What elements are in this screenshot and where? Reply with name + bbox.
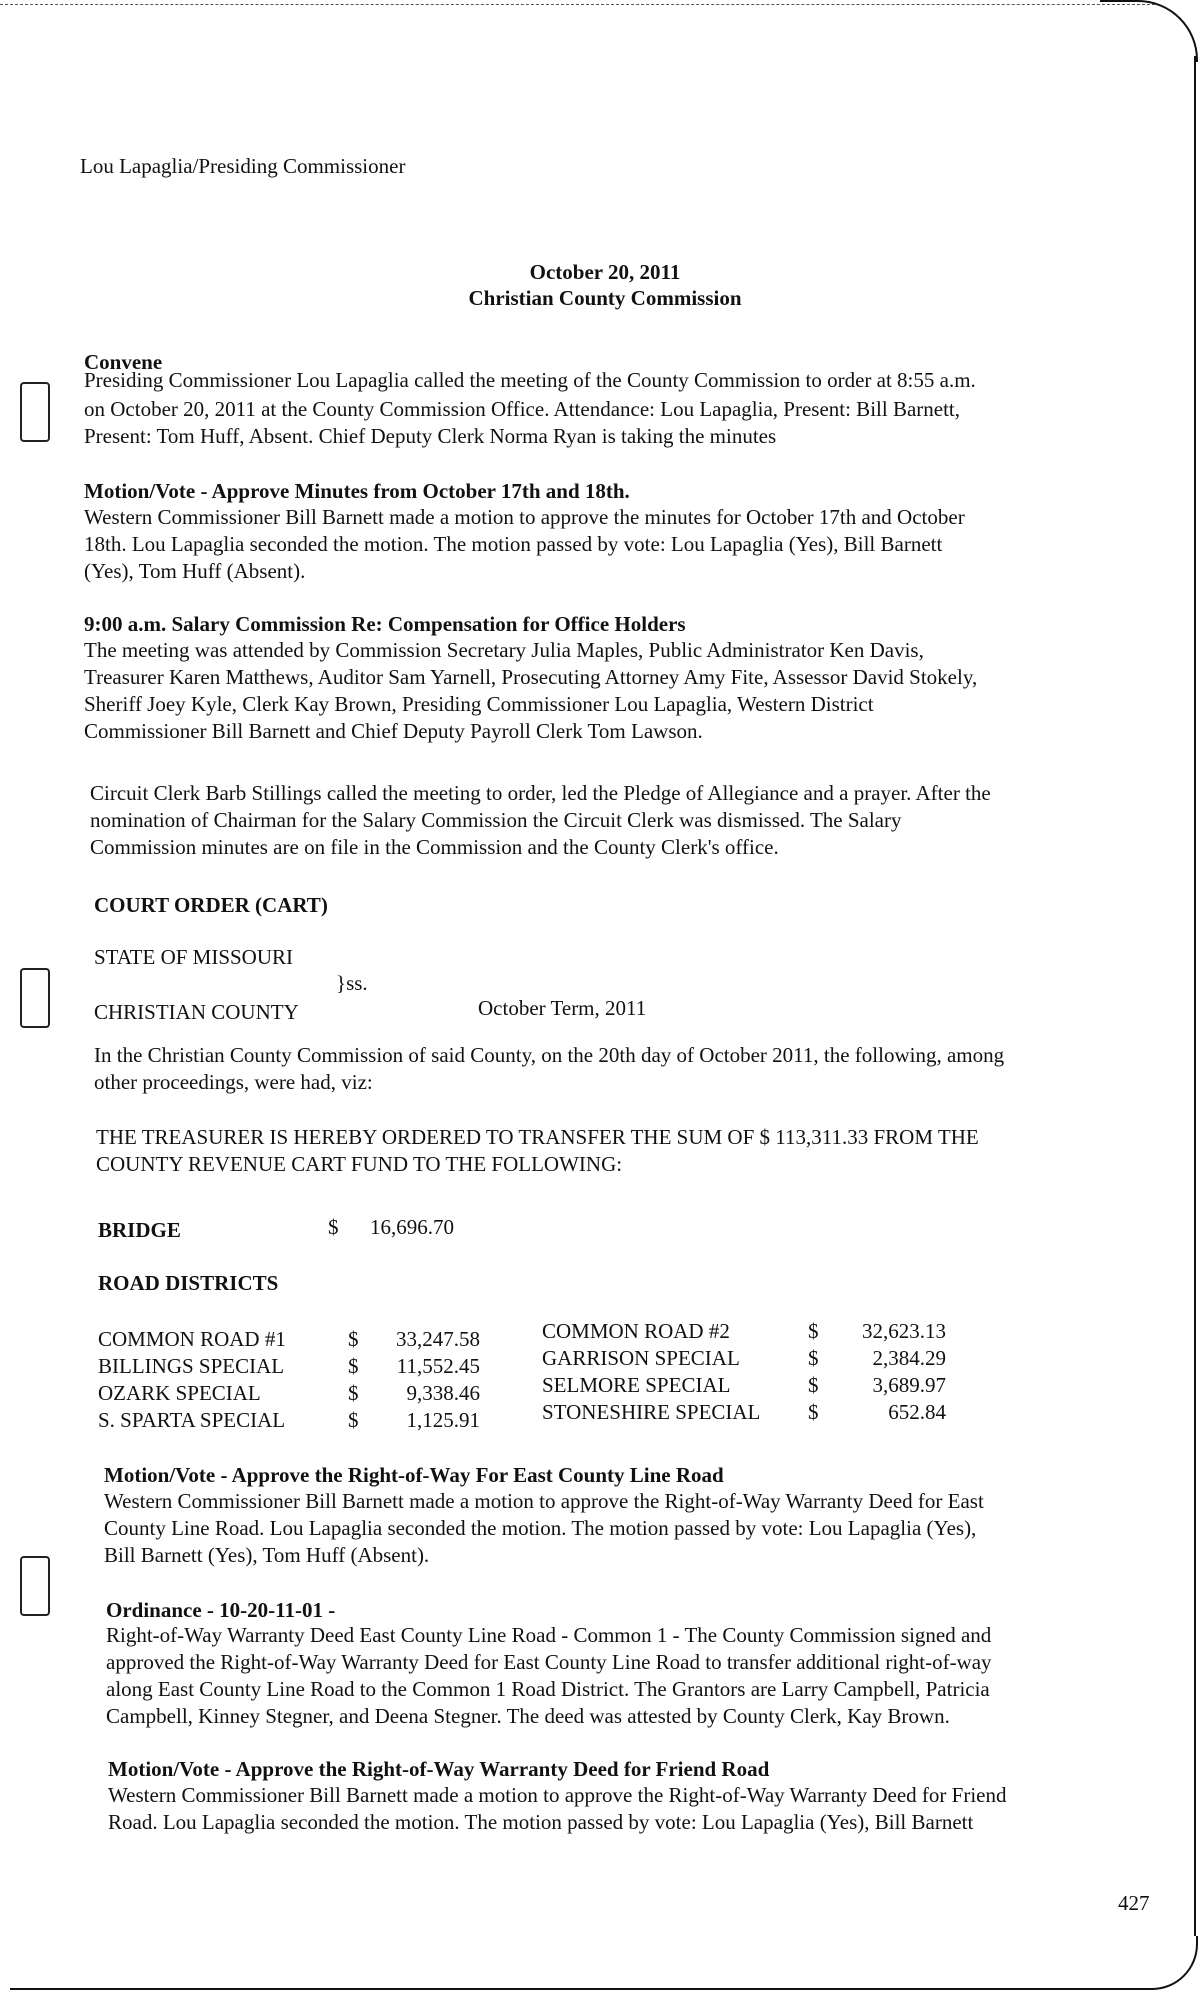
convene-line: Present: Tom Huff, Absent. Chief Deputy Clerk Norma Ryan is taking the minutes	[84, 424, 777, 448]
page-corner-curl	[1100, 0, 1198, 62]
court-order-intro: In the Christian County Commission of said County, on the 20th day of October 2011, the following, among	[94, 1043, 1005, 1067]
presiding-commissioner-label: Lou Lapaglia/Presiding Commissioner	[80, 154, 406, 178]
road-amount: 2,384.29	[872, 1346, 946, 1370]
east-county-vote-line: Bill Barnett (Yes), Tom Huff (Absent).	[104, 1543, 430, 1567]
convene-line: on October 20, 2011 at the County Commission Office. Attendance: Lou Lapaglia, Present: Bill Barnett,	[84, 397, 961, 421]
road-name: BILLINGS SPECIAL	[98, 1354, 285, 1378]
road-name: SELMORE SPECIAL	[542, 1373, 731, 1397]
east-county-vote-line: Western Commissioner Bill Barnett made a motion to approve the Right-of-Way Warranty Deed for East	[104, 1489, 984, 1513]
bridge-currency: $	[328, 1215, 339, 1239]
court-order-directive: THE TREASURER IS HEREBY ORDERED TO TRANSFER THE SUM OF $ 113,311.33 FROM THE	[96, 1125, 979, 1149]
section-heading-east-county-vote: Motion/Vote - Approve the Right-of-Way For East County Line Road	[104, 1463, 724, 1487]
salary-line: Commissioner Bill Barnett and Chief Deputy Payroll Clerk Tom Lawson.	[84, 719, 703, 743]
salary-line: Commission minutes are on file in the Commission and the County Clerk's office.	[90, 835, 779, 859]
road-amount: 32,623.13	[862, 1319, 946, 1343]
ordinance-line: Campbell, Kinney Stegner, and Deena Stegner. The deed was attested by County Clerk, Kay Brown.	[106, 1704, 950, 1728]
road-amount: 652.84	[888, 1400, 946, 1424]
court-order-state: STATE OF MISSOURI	[94, 945, 294, 969]
road-currency: $	[808, 1400, 819, 1424]
page-edge-top	[0, 4, 1160, 5]
road-currency: $	[808, 1346, 819, 1370]
friend-road-vote-line: Western Commissioner Bill Barnett made a motion to approve the Right-of-Way Warranty Deed for Friend	[108, 1783, 1007, 1807]
court-order-county: CHRISTIAN COUNTY	[94, 1000, 299, 1024]
road-amount: 11,552.45	[396, 1354, 480, 1378]
road-currency: $	[348, 1327, 359, 1351]
east-county-vote-line: County Line Road. Lou Lapaglia seconded the motion. The motion passed by vote: Lou Lapaglia (Yes),	[104, 1516, 977, 1540]
road-districts-heading: ROAD DISTRICTS	[98, 1271, 279, 1295]
punch-hole	[20, 1556, 50, 1616]
bridge-amount: 16,696.70	[370, 1215, 454, 1239]
salary-line: Sheriff Joey Kyle, Clerk Kay Brown, Presiding Commissioner Lou Lapaglia, Western District	[84, 692, 874, 716]
court-order-intro: other proceedings, were had, viz:	[94, 1070, 373, 1094]
road-name: STONESHIRE SPECIAL	[542, 1400, 761, 1424]
ordinance-line: along East County Line Road to the Common 1 Road District. The Grantors are Larry Campbell, Patricia	[106, 1677, 990, 1701]
convene-line: Presiding Commissioner Lou Lapaglia called the meeting of the County Commission to order at 8:55 a.m.	[84, 368, 976, 392]
meeting-body: Christian County Commission	[468, 286, 742, 310]
section-heading-ordinance: Ordinance - 10-20-11-01 -	[106, 1598, 336, 1622]
ordinance-line: approved the Right-of-Way Warranty Deed for East County Line Road to transfer additional right-of-way	[106, 1650, 992, 1674]
road-amount: 1,125.91	[406, 1408, 480, 1432]
road-currency: $	[348, 1408, 359, 1432]
section-heading-court-order: COURT ORDER (CART)	[94, 893, 328, 917]
salary-line: Circuit Clerk Barb Stillings called the meeting to order, led the Pledge of Allegiance and a prayer. After the	[90, 781, 991, 805]
page-number: 427	[1118, 1891, 1150, 1915]
road-amount: 3,689.97	[872, 1373, 946, 1397]
road-amount: 9,338.46	[406, 1381, 480, 1405]
punch-hole	[20, 968, 50, 1028]
road-name: OZARK SPECIAL	[98, 1381, 261, 1405]
road-name: S. SPARTA SPECIAL	[98, 1408, 286, 1432]
road-currency: $	[808, 1373, 819, 1397]
road-name: COMMON ROAD #1	[98, 1327, 286, 1351]
court-order-directive: COUNTY REVENUE CART FUND TO THE FOLLOWING:	[96, 1152, 623, 1176]
section-heading-convene: Convene	[84, 350, 163, 374]
section-heading-minutes-vote: Motion/Vote - Approve Minutes from October 17th and 18th.	[84, 479, 630, 503]
salary-line: nomination of Chairman for the Salary Commission the Circuit Clerk was dismissed. The Salary	[90, 808, 902, 832]
road-currency: $	[348, 1354, 359, 1378]
road-currency: $	[348, 1381, 359, 1405]
meeting-date: October 20, 2011	[529, 260, 681, 284]
road-currency: $	[808, 1319, 819, 1343]
road-name: GARRISON SPECIAL	[542, 1346, 740, 1370]
ordinance-line: Right-of-Way Warranty Deed East County Line Road - Common 1 - The County Commission signed and	[106, 1623, 992, 1647]
friend-road-vote-line: Road. Lou Lapaglia seconded the motion. The motion passed by vote: Lou Lapaglia (Yes), Bill Barnett	[108, 1810, 974, 1834]
minutes-vote-line: (Yes), Tom Huff (Absent).	[84, 559, 306, 583]
salary-line: The meeting was attended by Commission Secretary Julia Maples, Public Administrator Ken Davis,	[84, 638, 924, 662]
court-order-ss: }ss.	[336, 971, 368, 995]
road-name: COMMON ROAD #2	[542, 1319, 730, 1343]
page-edge-bottom	[10, 1988, 1150, 1990]
page-edge-right	[1194, 56, 1196, 1936]
page-corner-bottom	[1150, 1936, 1198, 1990]
road-amount: 33,247.58	[396, 1327, 480, 1351]
bridge-label: BRIDGE	[98, 1218, 181, 1242]
punch-hole	[20, 382, 50, 442]
minutes-vote-line: Western Commissioner Bill Barnett made a motion to approve the minutes for October 17th and October	[84, 505, 965, 529]
section-heading-salary: 9:00 a.m. Salary Commission Re: Compensation for Office Holders	[84, 612, 686, 636]
section-heading-friend-road-vote: Motion/Vote - Approve the Right-of-Way Warranty Deed for Friend Road	[108, 1757, 770, 1781]
salary-line: Treasurer Karen Matthews, Auditor Sam Yarnell, Prosecuting Attorney Amy Fite, Assessor David Stokely,	[84, 665, 978, 689]
minutes-vote-line: 18th. Lou Lapaglia seconded the motion. The motion passed by vote: Lou Lapaglia (Yes), Bill Barnett	[84, 532, 943, 556]
court-order-term: October Term, 2011	[478, 996, 647, 1020]
